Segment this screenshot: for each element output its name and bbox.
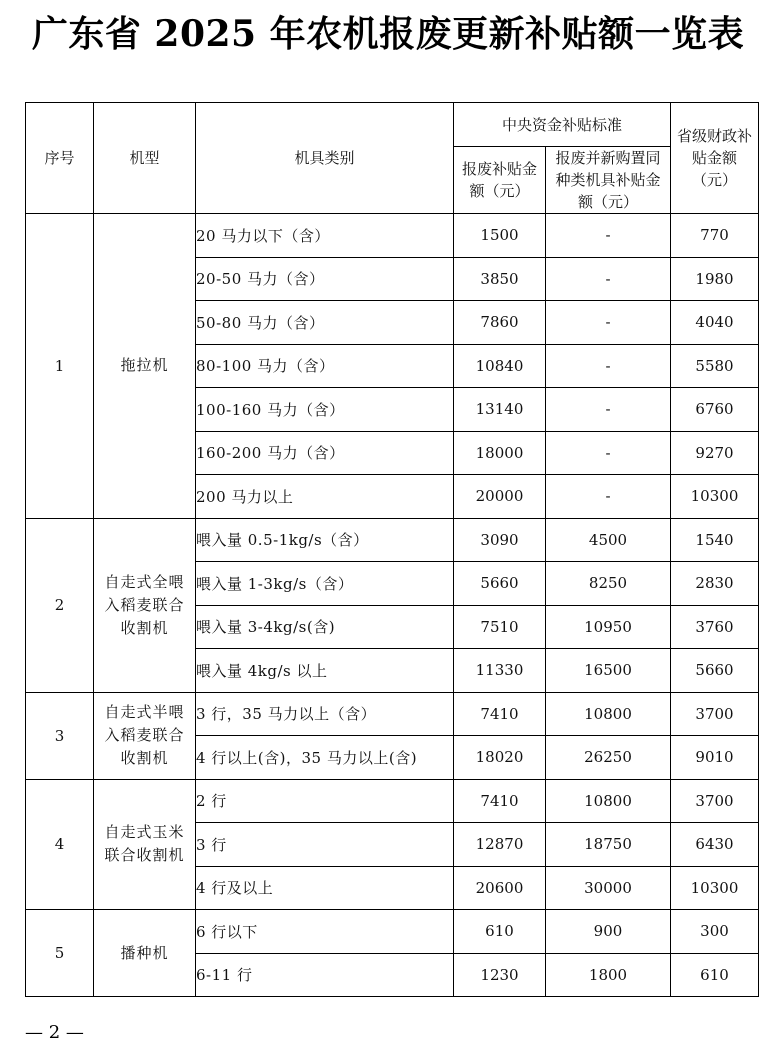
scrap-amount-cell: 7860 [454, 301, 546, 345]
scrap-buy-amount-cell: 10950 [546, 605, 671, 649]
model-cell: 自走式全喂入稻麦联合收割机 [94, 518, 196, 692]
header-category: 机具类别 [196, 103, 454, 214]
table-body [26, 214, 759, 997]
header-scrap-amount: 报废补贴金额（元） [454, 147, 546, 214]
model-cell: 播种机 [94, 910, 196, 997]
province-amount-cell: 10300 [671, 475, 759, 519]
spec-cell: 喂入量 0.5-1kg/s（含） [196, 518, 454, 562]
scrap-buy-amount-cell: 1800 [546, 953, 671, 997]
scrap-buy-amount-cell: 10800 [546, 692, 671, 736]
header-scrap-buy-amount: 报废并新购置同种类机具补贴金额（元） [546, 147, 671, 214]
scrap-buy-amount-cell: 18750 [546, 823, 671, 867]
scrap-amount-cell: 18000 [454, 431, 546, 475]
province-amount-cell: 1540 [671, 518, 759, 562]
table-row [26, 214, 759, 258]
scrap-amount-cell: 7510 [454, 605, 546, 649]
province-amount-cell: 610 [671, 953, 759, 997]
subsidy-table [25, 102, 759, 997]
seq-cell: 5 [26, 910, 94, 997]
spec-cell: 50-80 马力（含） [196, 301, 454, 345]
scrap-buy-amount-cell: 10800 [546, 779, 671, 823]
scrap-buy-amount-cell: - [546, 301, 671, 345]
scrap-amount-cell: 18020 [454, 736, 546, 780]
scrap-amount-cell: 1230 [454, 953, 546, 997]
scrap-buy-amount-cell: 900 [546, 910, 671, 954]
scrap-amount-cell: 3850 [454, 257, 546, 301]
header-central-group: 中央资金补贴标准 [454, 103, 671, 147]
province-amount-cell: 770 [671, 214, 759, 258]
spec-cell: 80-100 马力（含） [196, 344, 454, 388]
header-model: 机型 [94, 103, 196, 214]
scrap-amount-cell: 7410 [454, 692, 546, 736]
model-cell: 拖拉机 [94, 214, 196, 519]
province-amount-cell: 3700 [671, 692, 759, 736]
spec-cell: 喂入量 1-3kg/s（含） [196, 562, 454, 606]
province-amount-cell: 9270 [671, 431, 759, 475]
scrap-buy-amount-cell: 26250 [546, 736, 671, 780]
header-seq: 序号 [26, 103, 94, 214]
table-row [26, 518, 759, 562]
spec-cell: 喂入量 4kg/s 以上 [196, 649, 454, 693]
spec-cell: 20 马力以下（含） [196, 214, 454, 258]
spec-cell: 2 行 [196, 779, 454, 823]
province-amount-cell: 5660 [671, 649, 759, 693]
scrap-amount-cell: 12870 [454, 823, 546, 867]
province-amount-cell: 300 [671, 910, 759, 954]
province-amount-cell: 9010 [671, 736, 759, 780]
scrap-amount-cell: 20600 [454, 866, 546, 910]
spec-cell: 3 行，35 马力以上（含） [196, 692, 454, 736]
scrap-amount-cell: 1500 [454, 214, 546, 258]
spec-cell: 4 行及以上 [196, 866, 454, 910]
scrap-buy-amount-cell: 30000 [546, 866, 671, 910]
scrap-amount-cell: 20000 [454, 475, 546, 519]
spec-cell: 100-160 马力（含） [196, 388, 454, 432]
scrap-amount-cell: 13140 [454, 388, 546, 432]
scrap-amount-cell: 610 [454, 910, 546, 954]
scrap-amount-cell: 7410 [454, 779, 546, 823]
scrap-amount-cell: 5660 [454, 562, 546, 606]
spec-cell: 3 行 [196, 823, 454, 867]
scrap-buy-amount-cell: - [546, 257, 671, 301]
scrap-amount-cell: 3090 [454, 518, 546, 562]
seq-cell: 3 [26, 692, 94, 779]
seq-cell: 2 [26, 518, 94, 692]
scrap-buy-amount-cell: - [546, 344, 671, 388]
scrap-buy-amount-cell: 8250 [546, 562, 671, 606]
spec-cell: 6 行以下 [196, 910, 454, 954]
province-amount-cell: 1980 [671, 257, 759, 301]
page-title: 广东省 2025 年农机报废更新补贴额一览表 [31, 13, 745, 55]
scrap-amount-cell: 10840 [454, 344, 546, 388]
scrap-buy-amount-cell: 16500 [546, 649, 671, 693]
province-amount-cell: 3760 [671, 605, 759, 649]
scrap-buy-amount-cell: - [546, 214, 671, 258]
province-amount-cell: 4040 [671, 301, 759, 345]
scrap-buy-amount-cell: - [546, 388, 671, 432]
header-province-amount: 省级财政补贴金额（元） [671, 103, 759, 214]
spec-cell: 160-200 马力（含） [196, 431, 454, 475]
table-row [26, 910, 759, 954]
scrap-buy-amount-cell: - [546, 431, 671, 475]
spec-cell: 20-50 马力（含） [196, 257, 454, 301]
model-cell: 自走式玉米联合收割机 [94, 779, 196, 910]
scrap-buy-amount-cell: 4500 [546, 518, 671, 562]
seq-cell: 1 [26, 214, 94, 519]
scrap-amount-cell: 11330 [454, 649, 546, 693]
spec-cell: 200 马力以上 [196, 475, 454, 519]
page-number: — 2 — [25, 1022, 84, 1043]
spec-cell: 喂入量 3-4kg/s(含) [196, 605, 454, 649]
table-row [26, 779, 759, 823]
province-amount-cell: 6760 [671, 388, 759, 432]
spec-cell: 4 行以上(含)，35 马力以上(含) [196, 736, 454, 780]
seq-cell: 4 [26, 779, 94, 910]
province-amount-cell: 5580 [671, 344, 759, 388]
province-amount-cell: 10300 [671, 866, 759, 910]
province-amount-cell: 2830 [671, 562, 759, 606]
province-amount-cell: 3700 [671, 779, 759, 823]
scrap-buy-amount-cell: - [546, 475, 671, 519]
table-row [26, 692, 759, 736]
spec-cell: 6-11 行 [196, 953, 454, 997]
province-amount-cell: 6430 [671, 823, 759, 867]
model-cell: 自走式半喂入稻麦联合收割机 [94, 692, 196, 779]
